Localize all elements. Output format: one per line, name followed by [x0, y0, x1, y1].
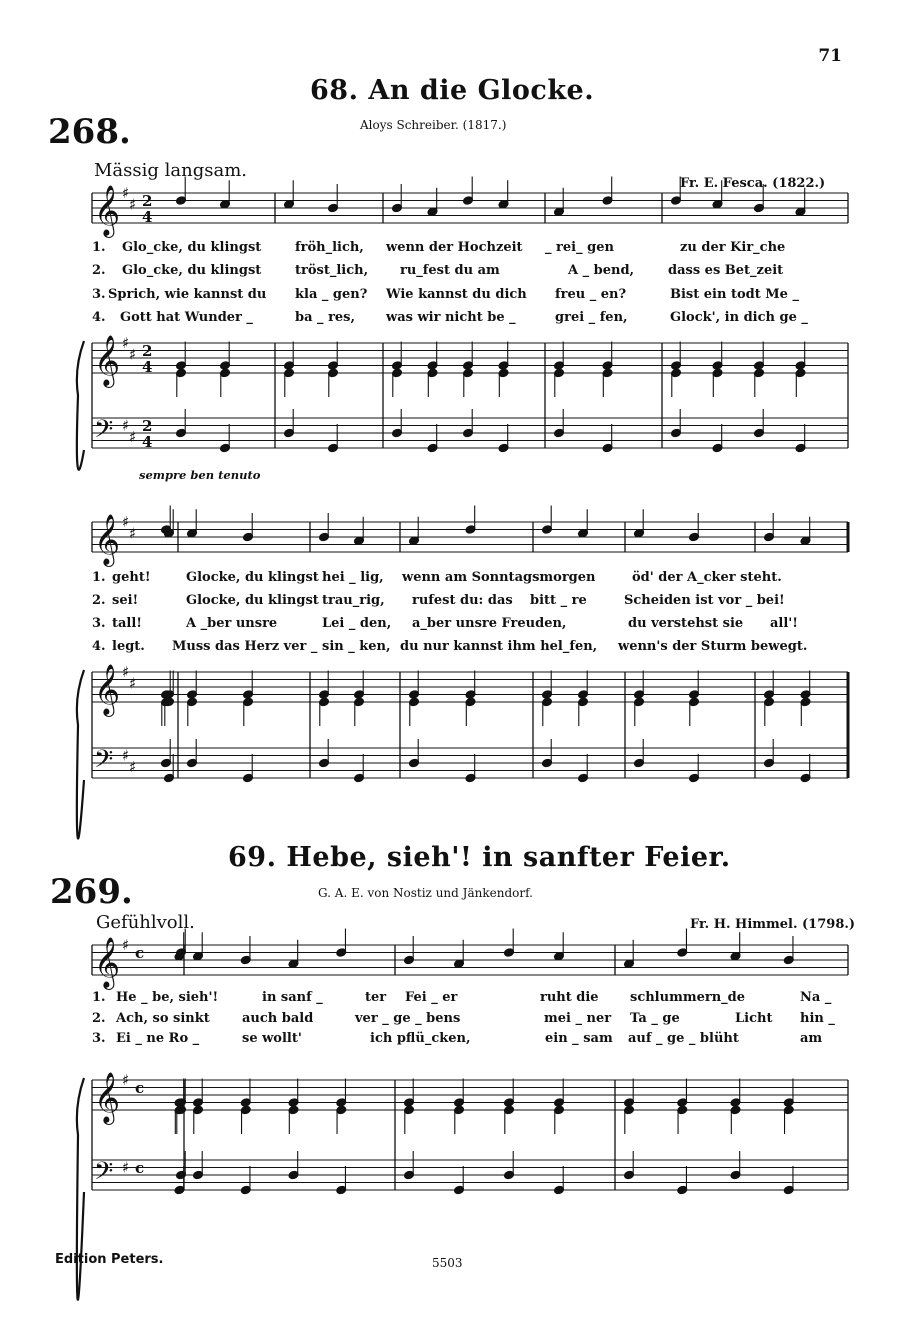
key-signature-sharp: ♯ [129, 674, 137, 693]
lyric-segment: Ach, so sinkt [116, 1011, 210, 1026]
verse-number: 2. [92, 263, 106, 278]
treble-clef: 𝄞 [94, 514, 121, 565]
verse-number: 3. [92, 616, 106, 631]
song-title-text: An die Glocke. [368, 75, 595, 106]
lyric-segment: wenn's der Sturm bewegt. [618, 639, 808, 654]
time-signature: 4 [142, 358, 153, 376]
key-signature-sharp: ♯ [122, 184, 130, 202]
lyric-segment: _ rei_ gen [545, 240, 614, 255]
treble-clef: 𝄞 [94, 664, 121, 715]
time-signature: c [135, 944, 145, 962]
treble-clef: 𝄞 [94, 1072, 121, 1123]
dynamic-marking: sempre ben tenuto [139, 468, 261, 482]
lyric-segment: Licht [735, 1011, 773, 1026]
clefs-and-signatures [77, 184, 153, 1300]
key-signature-sharp: ♯ [122, 663, 130, 681]
time-signature: 2 [142, 192, 153, 210]
lyric-segment: was wir nicht be _ [386, 310, 516, 325]
lyric-segment: Gott hat Wunder _ [120, 310, 253, 325]
poet-credit: G. A. E. von Nostiz und Jänkendorf. [318, 886, 533, 900]
lyric-segment: Fei _ er [405, 990, 458, 1005]
lyric-segment: sei! [112, 593, 139, 608]
key-signature-sharp: ♯ [122, 334, 130, 352]
lyric-segment: Na _ [800, 990, 832, 1005]
lyric-segment: legt. [112, 639, 145, 654]
treble-clef: 𝄞 [94, 185, 121, 236]
lyric-segment: mei _ ner [544, 1011, 612, 1026]
lyric-segment: Ta _ ge [630, 1011, 680, 1026]
lyric-segment: am [800, 1031, 823, 1046]
verse-number: 4. [92, 639, 106, 654]
composer-credit: Fr. H. Himmel. (1798.) [690, 917, 856, 932]
lyric-segment: dass es Bet_zeit [668, 263, 784, 278]
key-signature-sharp: ♯ [129, 427, 137, 446]
lyric-segment: Glo_cke, du klingst [122, 240, 262, 255]
key-signature-sharp: ♯ [129, 345, 137, 364]
bass-clef: 𝄢 [94, 415, 114, 450]
key-signature-sharp: ♯ [122, 746, 130, 765]
lyric-segment: hei _ lig, [322, 570, 384, 585]
lyric-segment: a_ber unsre Freuden, [412, 616, 567, 631]
lyric-segment: sin _ ken, [322, 639, 391, 654]
song-catalog-number: 269. [50, 872, 133, 912]
song-title-number: 69. [228, 842, 277, 873]
lyric-segment: wenn der Hochzeit [386, 240, 523, 255]
lyric-segment: Muss das Herz ver _ [172, 639, 318, 654]
verse-number: 3. [92, 1031, 106, 1046]
lyric-segment: ein _ sam [545, 1031, 613, 1046]
lyric-segment: Glo_cke, du klingst [122, 263, 262, 278]
lyric-segment: tall! [112, 616, 143, 631]
lyric-segment: A _ber unsre [186, 616, 278, 631]
lyric-segment: all'! [770, 616, 798, 631]
piano-brace [77, 1078, 84, 1300]
lyric-segment: du verstehst sie [628, 616, 744, 631]
lyric-segment: geht! [112, 570, 151, 585]
lyric-segment: A _ bend, [568, 263, 635, 278]
lyric-segment: rufest du: das [412, 593, 513, 608]
verse-number: 3. [92, 287, 106, 302]
song-catalog-number: 268. [48, 112, 131, 152]
time-signature: c [135, 1159, 145, 1177]
lyric-segment: Wie kannst du dich [386, 287, 527, 302]
lyric-segment: ru_fest du am [400, 263, 500, 278]
verse-number: 2. [92, 593, 106, 608]
lyric-segment: He _ be, sieh'! [116, 990, 219, 1005]
key-signature-sharp: ♯ [122, 513, 130, 531]
lyric-segment: du nur kannst ihm hel_fen, [400, 639, 598, 654]
publisher-imprint: Edition Peters. [55, 1252, 164, 1267]
piano-brace [77, 670, 84, 839]
page-number: 71 [818, 46, 842, 66]
lyric-segment: ruht die [540, 990, 599, 1005]
song-title-number: 68. [310, 75, 359, 106]
verse-number: 1. [92, 570, 106, 585]
verse-number: 4. [92, 310, 106, 325]
piano-brace [77, 341, 84, 470]
key-signature-sharp: ♯ [122, 1158, 130, 1177]
time-signature: c [135, 1079, 145, 1097]
key-signature-sharp: ♯ [122, 1071, 130, 1089]
time-signature: 2 [142, 342, 153, 360]
lyric-segment: Lei _ den, [322, 616, 392, 631]
lyric-segment: zu der Kir_che [680, 240, 786, 255]
time-signature: 4 [142, 433, 153, 451]
lyric-segment: ich pflü_cken, [370, 1031, 471, 1046]
treble-clef: 𝄞 [94, 937, 121, 988]
tempo-marking: Mässig langsam. [94, 160, 247, 181]
key-signature-sharp: ♯ [122, 936, 130, 954]
lyric-segment: grei _ fen, [555, 310, 628, 325]
bass-clef: 𝄢 [94, 745, 114, 780]
poet-credit: Aloys Schreiber. (1817.) [360, 118, 507, 132]
song-title-text: Hebe, sieh'! in sanfter Feier. [286, 842, 731, 873]
lyric-segment: tröst_lich, [295, 263, 369, 278]
lyric-segment: Glocke, du klingst [186, 570, 319, 585]
lyric-segment: se wollt' [242, 1031, 302, 1046]
lyric-segment: trau_rig, [322, 593, 385, 608]
lyric-segment: ter [365, 990, 387, 1005]
lyric-segment: Bist ein todt Me _ [670, 287, 799, 302]
lyric-segment: freu _ en? [555, 287, 627, 302]
lyric-segment: fröh_lich, [295, 240, 364, 255]
lyric-segment: schlummern_de [630, 990, 746, 1005]
lyric-segment: Ei _ ne Ro _ [116, 1031, 200, 1046]
lyric-segment: wenn am Sonntagsmorgen [402, 570, 596, 585]
lyric-segment: auf _ ge _ blüht [628, 1031, 739, 1046]
lyric-segment: auch bald [242, 1011, 314, 1026]
time-signature: 2 [142, 417, 153, 435]
lyric-segment: Sprich, wie kannst du [108, 287, 267, 302]
lyric-segment: Glocke, du klingst [186, 593, 319, 608]
composer-credit: Fr. E. Fesca. (1822.) [680, 176, 826, 191]
time-signature: 4 [142, 208, 153, 226]
lyric-segment: kla _ gen? [295, 287, 368, 302]
lyric-segment: in sanf _ [262, 990, 323, 1005]
lyric-segment: ba _ res, [295, 310, 356, 325]
lyric-segment: ver _ ge _ bens [355, 1011, 461, 1026]
lyric-segment: Scheiden ist vor _ bei! [624, 593, 785, 608]
lyric-segment: Glock', in dich ge _ [670, 310, 808, 325]
verse-number: 2. [92, 1011, 106, 1026]
lyric-segment: bitt _ re [530, 593, 587, 608]
verse-number: 1. [92, 240, 106, 255]
bass-clef: 𝄢 [94, 1157, 114, 1192]
notes [161, 177, 811, 1195]
plate-number: 5503 [432, 1256, 463, 1270]
key-signature-sharp: ♯ [129, 524, 137, 543]
key-signature-sharp: ♯ [129, 757, 137, 776]
key-signature-sharp: ♯ [122, 416, 130, 435]
lyric-segment: öd' der A_cker steht. [632, 570, 782, 585]
tempo-marking: Gefühlvoll. [96, 912, 195, 933]
lyric-segment: hin _ [800, 1011, 835, 1026]
key-signature-sharp: ♯ [129, 195, 137, 214]
treble-clef: 𝄞 [94, 335, 121, 386]
verse-number: 1. [92, 990, 106, 1005]
